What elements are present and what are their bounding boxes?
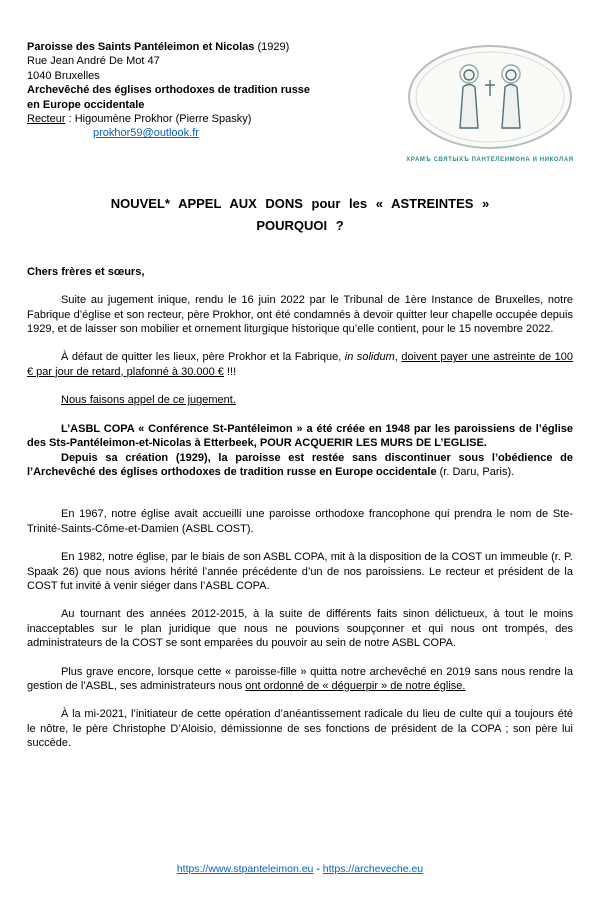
email-link[interactable]: prokhor59@outlook.fr	[93, 127, 199, 140]
text-run: Plus grave encore, lorsque cette « paroisse-fille » quitta notre archevêché en 2019 sans nous rendre la gestion de l’ASBL, ses administrateurs nous	[27, 665, 573, 692]
paragraph-appeal	[27, 393, 573, 407]
text-run-italic: in solidum	[344, 351, 395, 364]
footer-separator: -	[313, 862, 323, 875]
address-line-1: Rue Jean André De Mot 47	[27, 55, 160, 68]
title-line-2: POURQUOI ?	[256, 217, 344, 233]
text-run: (r. Daru, Paris).	[436, 465, 515, 478]
paragraph-1982: En 1982, notre église, par le biais de son ASBL COPA, mit à la disposition de la COST un immeuble (r. P. Spaak 26) que nous avions hérité l’année précédente d’un de nos paroissiens. Le recteur et président de la COST fut invité à venir siéger dans l’ASBL COPA.	[27, 551, 573, 592]
parish-name-line	[27, 40, 397, 54]
letter-body	[27, 265, 573, 765]
paragraph-1967: En 1967, notre église avait accueilli une paroisse orthodoxe francophone qui prendra le nom de Ste-Trinité-Saints-Côme-et-Damien (ASBL COST).	[27, 508, 573, 535]
footer-link-stpanteleimon[interactable]: https://www.stpanteleimon.eu	[176, 862, 314, 875]
footer-link-archeveche[interactable]: https://archeveche.eu	[322, 862, 424, 875]
text-run: ,	[394, 351, 402, 364]
greeting: Chers frères et sœurs,	[27, 265, 145, 278]
paragraph-judgment: Suite au jugement inique, rendu le 16 juin 2022 par le Tribunal de 1ère Instance de Bruxelles, notre Fabrique d’église et son recteur, père Prokhor, ont été condamnés à devoir quitter leur chapelle occupée depuis 1929, et de laisser son mobilier et ornement liturgique historique qu’elle contient, pour le 15 novembre 2022.	[27, 294, 573, 336]
parish-seal	[406, 44, 574, 164]
paragraph-obedience	[27, 451, 573, 480]
text-run-underline: Nous faisons appel de ce jugement.	[61, 394, 236, 407]
address-line-2: 1040 Bruxelles	[27, 69, 100, 82]
rector-value: : Higoumène Prokhor (Pierre Spasky)	[65, 113, 252, 126]
archdiocese-line-1: Archevêché des églises orthodoxes de tradition russe	[27, 84, 311, 97]
seal-caption: ХРАМЪ СВЯТЫХЪ ПАНТЕЛЕИМОНА И НИКОЛАЯ	[406, 157, 574, 164]
text-run-underline: doivent payer une astreinte de 100 € par jour de retard, plafonné à 30.000 €	[27, 351, 573, 378]
text-run: À défaut de quitter les lieux, père Prokhor et la Fabrique,	[61, 351, 345, 364]
paragraph-astreinte	[27, 350, 573, 379]
footer	[27, 862, 573, 876]
paragraph-2019	[27, 665, 573, 694]
title-line-1: NOUVEL* APPEL AUX DONS pour les « ASTREINTES »	[110, 195, 490, 211]
rector-line	[27, 112, 397, 126]
parish-name: Paroisse des Saints Pantéleimon et Nicolas	[27, 41, 255, 53]
paragraph-2021: À la mi-2021, l’initiateur de cette opération d’anéantissement radicale du lieu de culte qui a toujours été le nôtre, le père Christophe D’Aloisio, démissionne de ses fonctions de président de la COPA ; son père lui succède.	[27, 708, 573, 750]
paragraph-asbl-copa: L’ASBL COPA « Conférence St-Pantéleimon » a été créée en 1948 par les paroissiens de l’église des Sts-Pantéleimon-et-Nicolas à Etterbeek, POUR ACQUERIR LES MURS DE L’EGLISE.	[27, 422, 573, 450]
paragraph-2012-2015: Au tournant des années 2012-2015, à la suite de différents faits sinon délictueux, à tout le moins inacceptables sur le plan juridique que nous ne pouvions soupçonner et qui nous ont trompés, des administrateurs de la COST se sont emparées du pouvoir au sein de notre ASBL COPA.	[27, 608, 573, 650]
parish-year: (1929)	[254, 41, 290, 53]
text-run-underline: ont ordonné de « déguerpir » de notre église.	[245, 679, 466, 692]
text-run: !!!	[223, 365, 237, 378]
document-title	[27, 193, 573, 237]
text-run-bold: Depuis sa création (1929), la paroisse est restée sans discontinuer sous l’obédience de l’Archevêché des églises orthodoxes de tradition russe en Europe occidentale	[27, 451, 573, 478]
email-line	[27, 126, 397, 140]
letterhead	[27, 40, 397, 141]
archdiocese-line-2: en Europe occidentale	[27, 98, 145, 111]
parish-seal-icon	[406, 44, 574, 150]
rector-label: Recteur	[27, 113, 66, 126]
